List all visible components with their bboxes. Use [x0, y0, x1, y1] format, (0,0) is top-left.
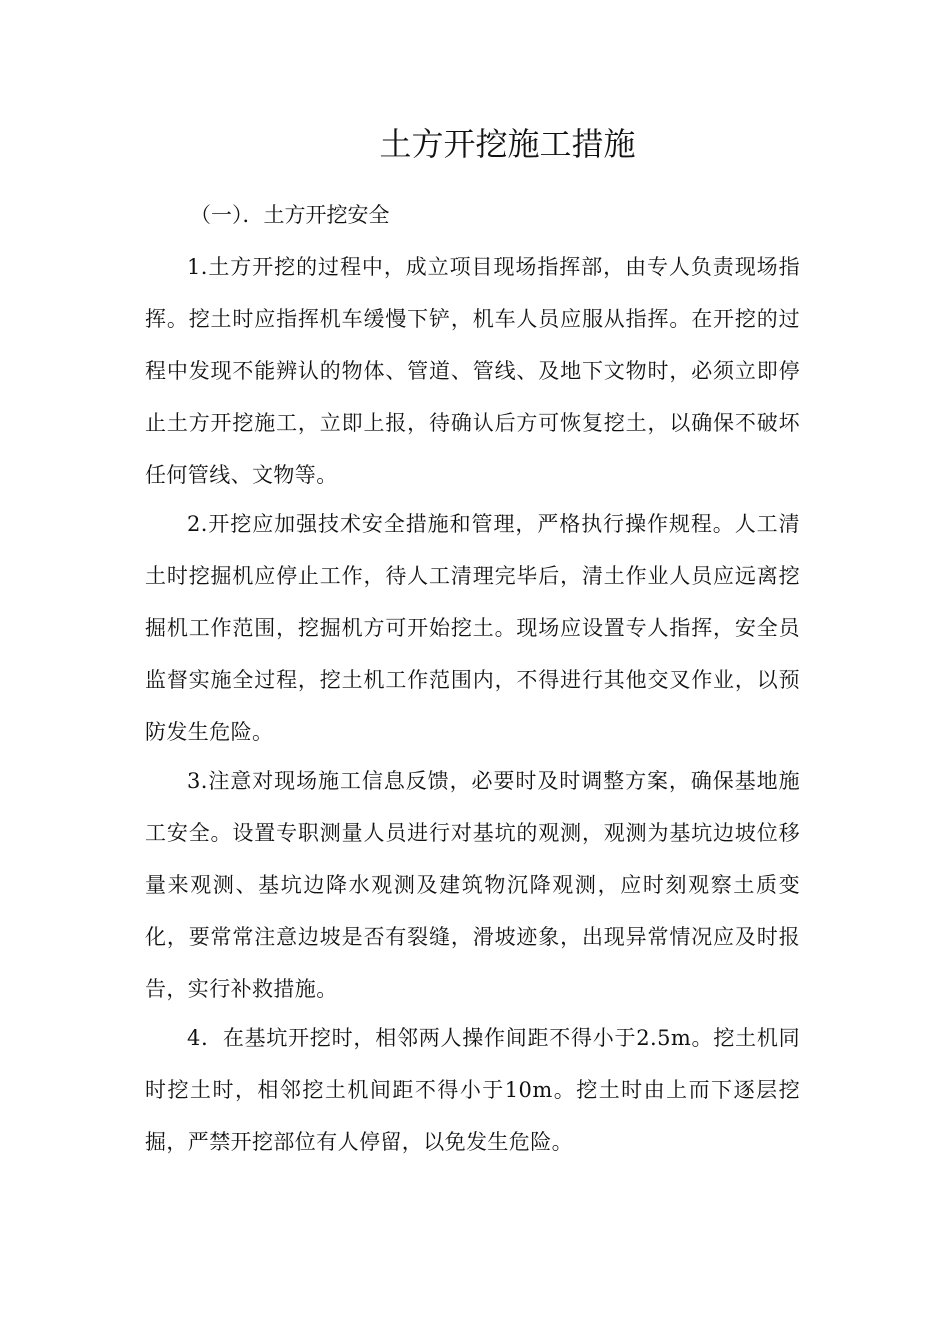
paragraph-4: 4．在基坑开挖时，相邻两人操作间距不得小于2.5m。挖土机同时挖土时，相邻挖土机间距不得小于10m。挖土时由上而下逐层挖掘，严禁开挖部位有人停留，以免发生危险。 [145, 1026, 800, 1154]
paragraph-1: 1.土方开挖的过程中，成立项目现场指挥部，由专人负责现场指挥。挖土时应指挥机车缓慢下铲，机车人员应服从指挥。在开挖的过程中发现不能辨认的物体、管道、管线、及地下文物时，必须立即停止土方开挖施工，立即上报，待确认后方可恢复挖土，以确保不破坏任何管线、文物等。 [145, 255, 800, 487]
section-heading: （一）．土方开挖安全 [190, 203, 390, 227]
document-title: 土方开挖施工措施 [379, 125, 636, 163]
paragraph-3: 3.注意对现场施工信息反馈，必要时及时调整方案，确保基地施工安全。设置专职测量人员进行对基坑的观测，观测为基坑边坡位移量来观测、基坑边降水观测及建筑物沉降观测，应时刻观察土质变化，要常常注意边坡是否有裂缝，滑坡迹象，出现异常情况应及时报告，实行补救措施。 [145, 769, 800, 1001]
paragraph-2: 2.开挖应加强技术安全措施和管理，严格执行操作规程。人工清土时挖掘机应停止工作，待人工清理完毕后，清土作业人员应远离挖掘机工作范围，挖掘机方可开始挖土。现场应设置专人指挥，安全员监督实施全过程，挖土机工作范围内，不得进行其他交叉作业，以预防发生危险。 [145, 512, 800, 744]
